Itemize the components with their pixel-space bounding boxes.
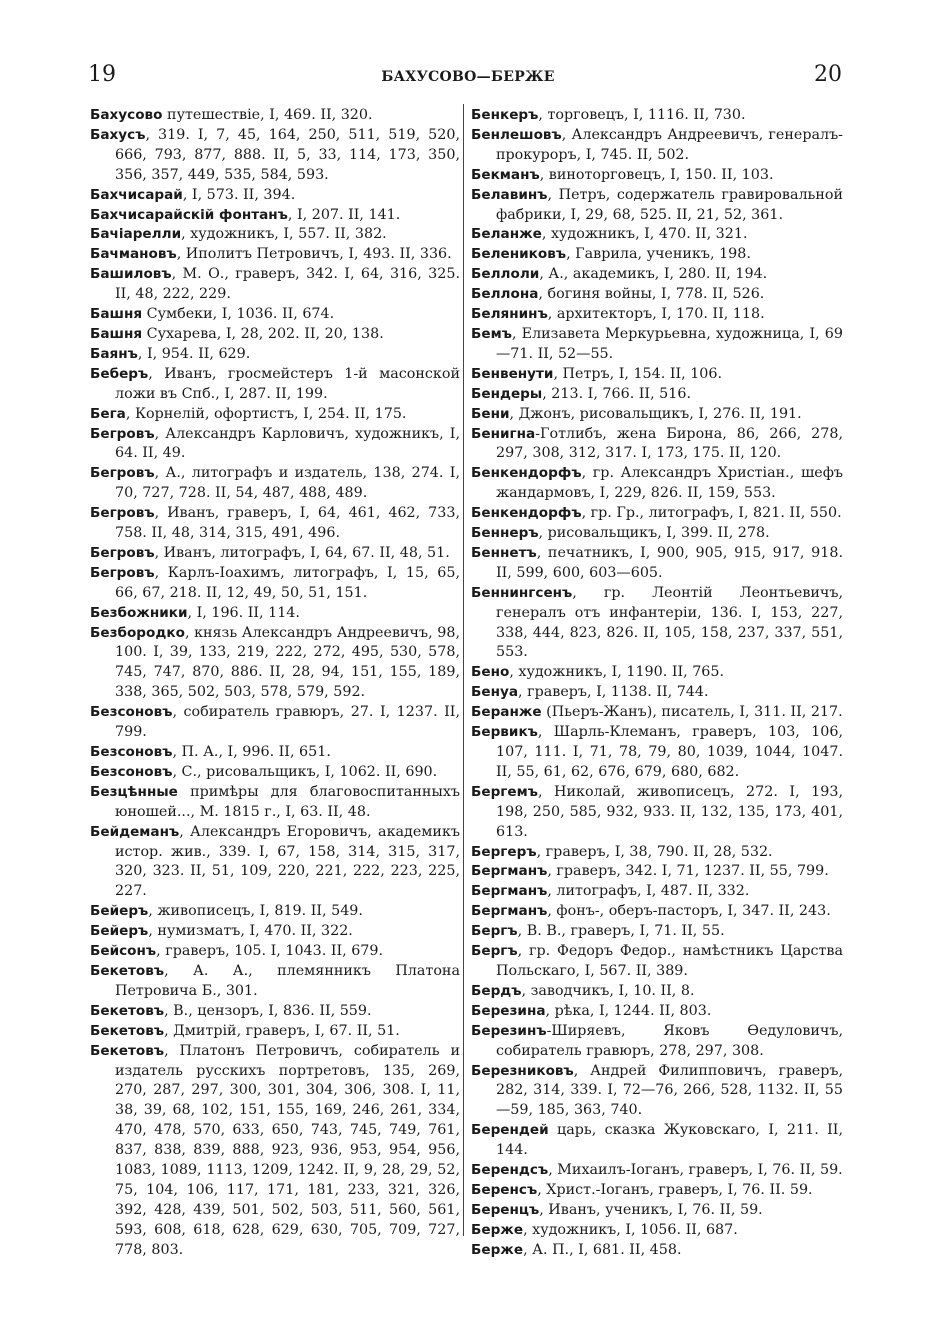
entry-headword: Безсоновъ: [90, 744, 173, 760]
index-entry: [90, 703, 460, 743]
entry-headword: Бегровъ: [90, 564, 155, 581]
entry-text: , Гаврила, ученикъ, 198.: [566, 246, 751, 263]
index-entry: [90, 564, 460, 604]
index-entry: [471, 922, 843, 942]
index-entry: [471, 843, 843, 863]
index-entry: [90, 225, 460, 245]
entry-text: царь, сказка Жуковскаго, I, 211. II, 144.: [496, 1122, 843, 1159]
index-entry: [90, 206, 460, 226]
index-entry: [471, 663, 843, 683]
entry-headword: Бачіарелли: [90, 226, 182, 243]
entry-headword: Беренсъ: [471, 1181, 538, 1198]
entry-headword: Бахчисарай: [90, 186, 183, 203]
entry-headword: Березниковъ: [471, 1062, 574, 1079]
entry-headword: Березинъ: [471, 1022, 547, 1039]
entry-headword: Башиловъ: [90, 266, 172, 283]
entry-text: , граверъ, 342. I, 71, 1237. II, 55, 799.: [547, 863, 829, 880]
entry-headword: Бергъ: [471, 923, 518, 940]
index-entry: [90, 305, 460, 325]
index-entry: [471, 982, 843, 1002]
entry-text: , заводчикъ, I, 10. II, 8.: [521, 982, 695, 999]
entry-headword: Берендей: [471, 1122, 549, 1139]
entry-headword: Белянинъ: [471, 306, 548, 323]
index-entry: [471, 265, 843, 285]
index-entry: [471, 285, 843, 305]
entry-text: , печатникъ, I, 900, 905, 915, 917, 918. II, 599, 600, 603—605.: [496, 544, 843, 581]
entry-headword: Бега: [90, 405, 126, 422]
index-entry: [471, 186, 843, 226]
entry-headword: Бекетовъ: [90, 1022, 165, 1039]
entry-text: , Михаилъ-Іоганъ, граверъ, I, 76. II, 59.: [548, 1162, 843, 1179]
index-entry: [471, 1161, 843, 1181]
entry-headword: Бергемъ: [471, 783, 538, 800]
entry-text: , Елизавета Меркурьевна, художница, I, 69—71. II, 52—55.: [496, 325, 843, 362]
entry-headword: Беннингсенъ: [471, 584, 573, 601]
entry-text: Сумбеки, I, 1036. II, 674.: [142, 306, 335, 323]
entry-headword: Бахчисарайскій фонтанъ: [90, 206, 288, 223]
entry-text: , собиратель гравюръ, 27. I, 1237. II, 799.: [115, 704, 460, 741]
index-entry: [471, 723, 843, 783]
index-entry: [471, 683, 843, 703]
entry-text: , 319. I, 7, 45, 164, 250, 511, 519, 520, 666, 793, 877, 888. II, 5, 33, 114, 173, 350, 356, 357, 449, 535, 584, 593.: [115, 126, 460, 183]
index-entry: [471, 862, 843, 882]
entry-headword: Бекетовъ: [90, 1042, 165, 1059]
entry-text: , художникъ, I, 557. II, 382.: [181, 226, 387, 243]
entry-headword: Бени: [471, 405, 510, 422]
index-entry: [90, 345, 460, 365]
entry-text: , Корнелій, офортистъ, I, 254. II, 175.: [125, 405, 407, 422]
index-entry: [471, 1201, 843, 1221]
index-entry: [471, 783, 843, 843]
entry-text: , гр. Леонтій Леонтьевичъ, генералъ отъ инфантеріи, 136. I, 153, 227, 338, 444, 823, 826. II, 105, 158, 237, 337, 551, 553.: [496, 584, 843, 661]
entry-headword: Безсоновъ: [90, 763, 173, 780]
entry-text: , Платонъ Петровичъ, собиратель и издатель русскихъ портретовъ, 135, 269, 270, 287, 297, 300, 301, 304, 306, 308. I, 11, 38, 39, 68, 102, 151, 155, 169, 246, 261, 334, 470, 478, 570, 633, 650, 743, 745, 749, 761, 837, 838, 839, 888, 923, 936, 953, 954, 956, 1083, 1089, 1113, 1209, 1242. II, 9, 28, 29, 52, 75, 104, 106, 117, 171, 181, 233, 321, 326, 392, 428, 439, 501, 502, 503, 511, 560, 561, 593, 608, 618, 628, 629, 630, 705, 709, 727, 778, 803.: [115, 1042, 460, 1258]
entry-headword: Башня: [90, 306, 143, 323]
index-entry: [90, 265, 460, 305]
entry-headword: Березина: [471, 1002, 546, 1019]
index-entry: [90, 823, 460, 903]
entry-text: , А. П., I, 681. II, 458.: [523, 1241, 682, 1258]
entry-headword: Беранже: [471, 704, 542, 721]
index-entry: [471, 106, 843, 126]
entry-headword: Бенкендорфъ: [471, 465, 582, 482]
entry-text: примѣры для благовоспитанныхъ юношей..., М. 1815 г., I, 63. II, 48.: [115, 783, 460, 820]
entry-headword: Берже: [471, 1221, 524, 1238]
entry-headword: Бейдеманъ: [90, 823, 180, 840]
index-entry: [90, 325, 460, 345]
index-entry: [90, 425, 460, 465]
entry-text: , I, 954. II, 629.: [137, 345, 251, 362]
entry-text: , граверъ, I, 1138. II, 744.: [518, 684, 709, 701]
entry-text: , I, 196. II, 114.: [187, 604, 300, 621]
index-entry: [90, 365, 460, 405]
index-entry: [90, 922, 460, 942]
entry-text: , А., литографъ и издатель, 138, 274. I, 70, 727, 728. II, 54, 487, 488, 489.: [115, 465, 460, 502]
entry-text: путешествіе, I, 469. II, 320.: [162, 107, 373, 123]
entry-text: , князь Александръ Андреевичъ, 98, 100. I, 39, 133, 219, 222, 272, 495, 530, 578, 745, 747, 870, 886. II, 28, 94, 151, 155, 189, 338, 365, 502, 503, 578, 579, 592.: [115, 624, 460, 701]
entry-text: , I, 207. II, 141.: [287, 206, 401, 223]
entry-headword: Бенуа: [471, 684, 519, 701]
entry-text: , П. А., I, 996. II, 651.: [172, 744, 331, 760]
running-header: [0, 62, 936, 92]
entry-text: , граверъ, 105. I, 1043. II, 679.: [156, 943, 384, 960]
entry-text: , М. О., граверъ, 342. I, 64, 316, 325. II, 48, 222, 229.: [115, 266, 460, 303]
entry-headword: Бегровъ: [90, 425, 155, 442]
index-entry: [471, 365, 843, 385]
entry-text: , А., академикъ, I, 280. II, 194.: [539, 266, 768, 283]
entry-headword: Бергманъ: [471, 863, 548, 880]
entry-headword: Бергманъ: [471, 883, 548, 900]
index-entry: [471, 305, 843, 325]
index-entry: [471, 325, 843, 365]
index-entry: [90, 106, 460, 126]
index-column-right: [471, 106, 843, 1261]
entry-headword: Бегровъ: [90, 544, 155, 561]
entry-text: , гр. Федоръ Федор., намѣстникъ Царства Польскаго, I, 567. II, 389.: [496, 943, 843, 979]
index-entry: [90, 763, 460, 783]
entry-headword: Беннеръ: [471, 525, 539, 542]
page-number-right: 20: [814, 62, 842, 87]
entry-text: , художникъ, I, 470. II, 321.: [541, 226, 748, 243]
index-entry: [471, 1022, 843, 1062]
entry-text: , I, 573. II, 394.: [182, 186, 296, 203]
index-entry: [90, 504, 460, 544]
entry-text: -Готлибъ, жена Бирона, 86, 266, 278, 297, 308, 312, 317. I, 173, 175. II, 120.: [496, 425, 843, 462]
entry-headword: Бахусъ: [90, 126, 146, 143]
column-divider: [463, 104, 464, 1236]
index-entry: [90, 1022, 460, 1042]
index-entry: [471, 245, 843, 265]
entry-text: , В. В., граверъ, I, 71. II, 55.: [517, 923, 725, 940]
entry-headword: Баянъ: [90, 345, 138, 362]
entry-text: , С., рисовальщикъ, I, 1062. II, 690.: [172, 763, 438, 780]
entry-headword: Бачмановъ: [90, 246, 177, 263]
entry-headword: Бендеры: [471, 385, 543, 402]
entry-text: , нумизматъ, I, 470. II, 322.: [148, 923, 353, 940]
entry-text: , Иванъ, ученикъ, I, 76. II, 59.: [539, 1201, 763, 1218]
entry-headword: Безбородко: [90, 624, 185, 641]
index-entry: [471, 425, 843, 465]
entry-text: , Андрей Филипповичъ, граверъ, 282, 314, 339. I, 72—76, 266, 528, 1132. II, 55—59, 185, 363, 740.: [496, 1062, 843, 1119]
entry-text: , литографъ, I, 487. II, 332.: [547, 883, 750, 900]
entry-headword: Берже: [471, 1241, 524, 1258]
index-entry: [471, 1121, 843, 1161]
entry-headword: Бено: [471, 664, 510, 681]
entry-text: , Иванъ, граверъ, I, 64, 461, 462, 733, 758. II, 48, 314, 315, 491, 496.: [115, 505, 460, 542]
entry-text: , богиня войны, I, 778. II, 526.: [538, 286, 765, 303]
entry-headword: Бекманъ: [471, 166, 540, 183]
index-entry: [90, 126, 460, 186]
entry-text: , Александръ Егоровичъ, академикъ истор. жив., 339. I, 67, 158, 314, 315, 317, 320, 323. II, 51, 109, 220, 221, 222, 223, 225, 227.: [115, 823, 460, 900]
entry-headword: Бергъ: [471, 943, 518, 960]
index-entry: [90, 942, 460, 962]
entry-text: , гр. Александръ Христіан., шефъ жандармовъ, I, 229, 826. II, 159, 553.: [496, 465, 843, 502]
index-entry: [90, 405, 460, 425]
index-entry: [471, 544, 843, 584]
entry-text: , художникъ, I, 1190. II, 765.: [509, 664, 725, 681]
entry-text: , Николай, живописецъ, 272. I, 193, 198, 250, 585, 932, 933. II, 132, 135, 173, 401, 613.: [496, 783, 843, 840]
index-entry: [471, 1062, 843, 1122]
entry-text: , граверъ, I, 38, 790. II, 28, 532.: [536, 843, 773, 860]
entry-headword: Безцѣнные: [90, 783, 178, 800]
entry-headword: Бенвенути: [471, 365, 554, 382]
entry-text: , В., цензоръ, I, 836. II, 559.: [164, 1002, 372, 1019]
entry-headword: Белавинъ: [471, 186, 548, 203]
index-column-left: [90, 106, 460, 1261]
page-number-left: 19: [88, 62, 116, 87]
entry-headword: Бенкендорфъ: [471, 505, 582, 522]
entry-headword: Бекетовъ: [90, 1002, 165, 1019]
index-entry: [471, 504, 843, 524]
index-entry: [471, 902, 843, 922]
index-entry: [90, 624, 460, 704]
index-entry: [90, 544, 460, 564]
entry-headword: Бегровъ: [90, 505, 155, 522]
entry-headword: Беллона: [471, 286, 539, 303]
index-entry: [90, 464, 460, 504]
index-entry: [90, 783, 460, 823]
entry-headword: Бергеръ: [471, 843, 537, 860]
entry-headword: Башня: [90, 325, 143, 342]
entry-headword: Белениковъ: [471, 246, 567, 263]
entry-headword: Бенкеръ: [471, 107, 539, 123]
entry-headword: Безсоновъ: [90, 704, 173, 721]
index-entry: [471, 225, 843, 245]
entry-text: , художникъ, I, 1056. II, 687.: [523, 1221, 738, 1238]
index-entry: [471, 166, 843, 186]
entry-text: , Александръ Андреевичъ, генералъ-прокуроръ, I, 745. II, 502.: [496, 126, 843, 163]
entry-text: -Ширяевъ, Яковъ Өедуловичъ, собиратель гравюръ, 278, 297, 308.: [496, 1022, 843, 1059]
index-entry: [471, 126, 843, 166]
entry-text: , Дмитрій, граверъ, I, 67. II, 51.: [164, 1022, 400, 1039]
entry-headword: Берендсъ: [471, 1162, 549, 1179]
index-entry: [90, 245, 460, 265]
entry-text: , гр. Гр., литографъ, I, 821. II, 550.: [581, 505, 842, 522]
entry-headword: Беннетъ: [471, 544, 537, 561]
entry-text: , виноторговецъ, I, 150. II, 103.: [539, 166, 774, 183]
entry-text: , Иванъ, литографъ, I, 64, 67. II, 48, 51.: [154, 544, 450, 561]
entry-text: , Шарль-Клеманъ, граверъ, 103, 106, 107, 111. I, 71, 78, 79, 80, 1039, 1044, 1047. II, 55, 61, 62, 676, 679, 680, 682.: [496, 724, 843, 780]
index-entry: [90, 1042, 460, 1261]
entry-headword: Бенигна: [471, 425, 536, 442]
index-entry: [471, 524, 843, 544]
entry-headword: Бейеръ: [90, 903, 149, 920]
index-entry: [90, 186, 460, 206]
entry-headword: Бегровъ: [90, 465, 155, 482]
entry-text: , фонъ-, оберъ-пасторъ, I, 347. II, 243.: [547, 903, 831, 920]
entry-text: , А. А., племянникъ Платона Петровича Б., 301.: [115, 962, 460, 999]
index-entry: [471, 464, 843, 504]
index-entry: [90, 902, 460, 922]
index-entry: [90, 743, 460, 763]
index-entry: [471, 882, 843, 902]
entry-text: Сухарева, I, 28, 202. II, 20, 138.: [142, 325, 384, 342]
entry-text: (Пьеръ-Жанъ), писатель, I, 311. II, 217.: [541, 704, 843, 721]
entry-text: , Иванъ, гросмейстеръ 1-й масонской ложи въ Спб., I, 287. II, 199.: [115, 365, 460, 402]
index-entry: [90, 604, 460, 624]
entry-headword: Бердъ: [471, 982, 522, 999]
running-title: БАХУСОВО—БЕРЖЕ: [381, 69, 555, 85]
entry-text: , торговецъ, I, 1116. II, 730.: [538, 107, 746, 123]
index-entry: [471, 1241, 843, 1261]
entry-headword: Бергманъ: [471, 903, 548, 920]
entry-text: , 213. I, 766. II, 516.: [542, 385, 692, 402]
entry-text: , Джонъ, рисовальщикъ, I, 276. II, 191.: [509, 405, 802, 422]
entry-text: , архитекторъ, I, 170. II, 118.: [547, 306, 765, 323]
entry-text: , Иполитъ Петровичъ, I, 493. II, 336.: [176, 246, 452, 263]
index-entry: [471, 1221, 843, 1241]
index-entry: [471, 405, 843, 425]
index-entry: [90, 962, 460, 1002]
index-entry: [90, 1002, 460, 1022]
entry-headword: Беланже: [471, 226, 542, 243]
entry-headword: Бенлешовъ: [471, 126, 562, 143]
index-entry: [471, 703, 843, 723]
entry-headword: Бемъ: [471, 325, 512, 342]
entry-headword: Бейеръ: [90, 923, 149, 940]
index-entry: [471, 1002, 843, 1022]
entry-text: , Петръ, I, 154. II, 106.: [553, 365, 723, 382]
entry-headword: Бейсонъ: [90, 943, 157, 960]
index-entry: [471, 584, 843, 664]
entry-text: , рѣка, I, 1244. II, 803.: [545, 1002, 712, 1019]
entry-text: , Александръ Карловичъ, художникъ, I, 64. II, 49.: [115, 425, 460, 462]
entry-text: , Христ.-Іоганъ, граверъ, I, 76. II. 59.: [537, 1181, 813, 1198]
index-entry: [471, 1181, 843, 1201]
entry-text: , живописецъ, I, 819. II, 549.: [148, 903, 363, 920]
entry-headword: Беллоли: [471, 266, 540, 283]
entry-headword: Бекетовъ: [90, 962, 165, 979]
entry-text: , Петръ, содержатель гравировальной фабрики, I, 29, 68, 525. II, 21, 52, 361.: [496, 186, 843, 223]
index-entry: [471, 385, 843, 405]
entry-text: , рисовальщикъ, I, 399. II, 278.: [538, 525, 770, 542]
entry-text: , Карлъ-Іоахимъ, литографъ, I, 15, 65, 66, 67, 218. II, 12, 49, 50, 51, 151.: [115, 564, 460, 601]
index-entry: [471, 942, 843, 982]
entry-headword: Безбожники: [90, 604, 188, 621]
entry-headword: Беренцъ: [471, 1201, 540, 1218]
entry-headword: Бахусово: [90, 107, 163, 123]
entry-headword: Бервикъ: [471, 724, 538, 741]
entry-headword: Беберъ: [90, 365, 149, 382]
